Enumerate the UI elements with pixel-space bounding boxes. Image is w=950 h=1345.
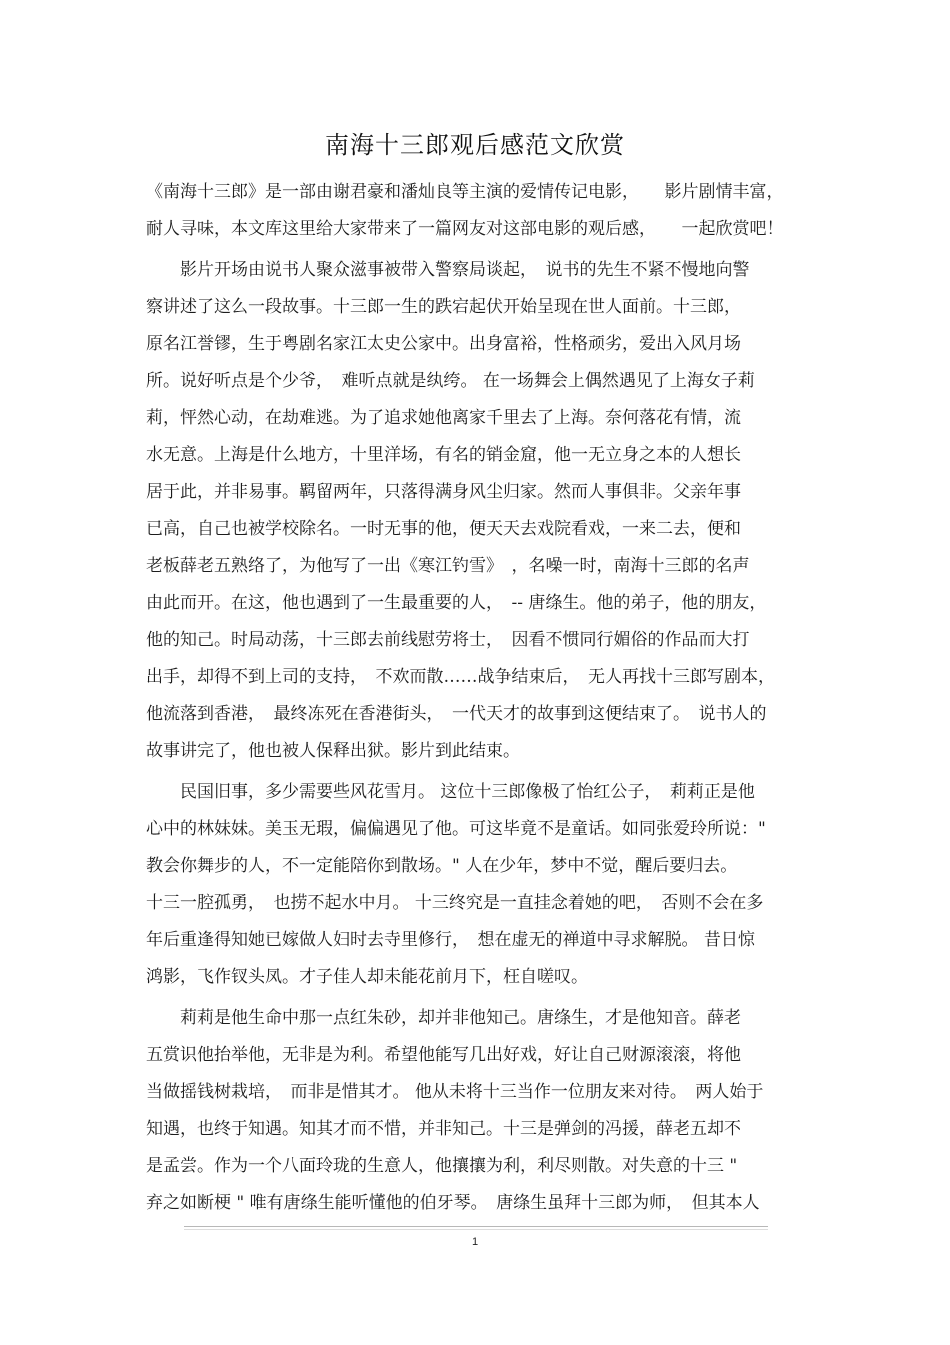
text-line: 教会你舞步的人，不一定能陪你到散场。" 人在少年，梦中不觉，醒后要归去。 xyxy=(146,856,738,876)
text-line: 察讲述了这么一段故事。十三郎一生的跌宕起伏开始呈现在世人面前。十三郎， xyxy=(146,297,741,317)
text-line: 水无意。上海是什么地方，十里洋场，有名的销金窟，他一无立身之本的人想长 xyxy=(146,445,741,465)
paragraph xyxy=(146,252,806,770)
text-line: 老板薛老五熟络了，为他写了一出《寒江钓雪》 ，名噪一时，南海十三郎的名声 xyxy=(146,556,750,576)
text-line: 耐人寻味，本文库这里给大家带来了一篇网友对这部电影的观后感， 一起欣赏吧！ xyxy=(146,219,784,239)
paragraph xyxy=(146,1000,806,1222)
text-line: 已高，自己也被学校除名。一时无事的他，便天天去戏院看戏，一来二去，便和 xyxy=(146,519,741,539)
text-line: 鸿影，飞作钗头凤。才子佳人却未能花前月下，枉自嗟叹。 xyxy=(146,967,588,987)
document-body xyxy=(146,174,806,1222)
paragraph xyxy=(146,774,806,996)
text-line: 心中的林妹妹。美玉无瑕，偏偏遇见了他。可这毕竟不是童话。如同张爱玲所说：" xyxy=(146,819,766,839)
text-line: 民国旧事，多少需要些风花雪月。 这位十三郎像极了怡红公子， 莉莉正是他 xyxy=(180,782,755,802)
text-line: 居于此，并非易事。羁留两年，只落得满身风尘归家。然而人事俱非。父亲年事 xyxy=(146,482,741,502)
text-line: 莉莉是他生命中那一点红朱砂，却并非他知己。唐绦生，才是他知音。薛老 xyxy=(180,1008,741,1028)
text-line: 弃之如断梗 " 唯有唐绦生能听懂他的伯牙琴。 唐绦生虽拜十三郎为师， 但其本人 xyxy=(146,1193,760,1213)
text-line: 五赏识他抬举他，无非是为利。希望他能写几出好戏，好让自己财源滚滚，将他 xyxy=(146,1045,741,1065)
page-number: 1 xyxy=(471,1236,479,1248)
text-line: 由此而开。在这，他也遇到了一生最重要的人， -- 唐绦生。他的弟子，他的朋友， xyxy=(146,593,767,613)
text-line: 《南海十三郎》是一部由谢君豪和潘灿良等主演的爱情传记电影， 影片剧情丰富， xyxy=(146,182,784,202)
text-line: 影片开场由说书人聚众滋事被带入警察局谈起， 说书的先生不紧不慢地向警 xyxy=(180,260,750,280)
footer-divider xyxy=(184,1226,768,1227)
text-line: 莉，怦然心动，在劫难逃。为了追求她他离家千里去了上海。奈何落花有情，流 xyxy=(146,408,741,428)
text-line: 年后重逢得知她已嫁做人妇时去寺里修行， 想在虚无的禅道中寻求解脱。 昔日惊 xyxy=(146,930,755,950)
text-line: 故事讲完了，他也被人保释出狱。影片到此结束。 xyxy=(146,741,520,761)
paragraph xyxy=(146,174,806,248)
text-line: 知遇，也终于知遇。知其才而不惜，并非知己。十三是弹剑的冯援，薛老五却不 xyxy=(146,1119,741,1139)
text-line: 所。说好听点是个少爷， 难听点就是纨绔。 在一场舞会上偶然遇见了上海女子莉 xyxy=(146,371,755,391)
text-line: 是孟尝。作为一个八面玲珑的生意人，他攘攘为利，利尽则散。对失意的十三 " xyxy=(146,1156,738,1176)
text-line: 原名江誉镠，生于粤剧名家江太史公家中。出身富裕，性格顽劣，爱出入风月场 xyxy=(146,334,741,354)
text-line: 十三一腔孤勇， 也捞不起水中月。 十三终究是一直挂念着她的吧， 否则不会在多 xyxy=(146,893,764,913)
text-line: 当做摇钱树栽培， 而非是惜其才。 他从未将十三当作一位朋友来对待。 两人始于 xyxy=(146,1082,764,1102)
document-title: 南海十三郎观后感范文欣赏 xyxy=(325,131,625,159)
text-line: 出手，却得不到上司的支持， 不欢而散……战争结束后， 无人再找十三郎写剧本， xyxy=(146,667,775,687)
text-line: 他的知己。时局动荡，十三郎去前线慰劳将士， 因看不惯同行媚俗的作品而大打 xyxy=(146,630,750,650)
text-line: 他流落到香港， 最终冻死在香港街头， 一代天才的故事到这便结束了。 说书人的 xyxy=(146,704,767,724)
